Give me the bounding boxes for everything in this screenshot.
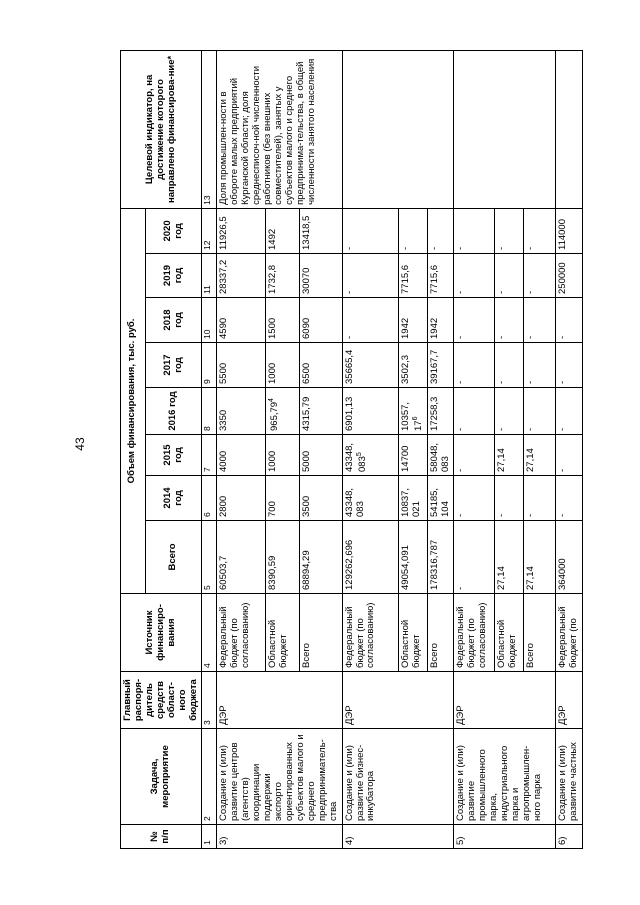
cell-year: 1732,8 (265, 254, 299, 298)
header-source: Источник финансиро-вания (121, 594, 202, 672)
cell-year: - (342, 254, 398, 298)
cell-year (342, 435, 398, 476)
row-task: Создание и (или) развитие центров (агентств) координации поддержки экспорто ориентированных субъектов малого и среднего предприниматель-ства (217, 729, 342, 825)
cell-source: Федеральный бюджет (по (556, 594, 583, 672)
cell-year: - (524, 298, 556, 343)
row-indicator (556, 50, 583, 208)
cell-year: - (454, 343, 495, 388)
cell-year: - (495, 298, 524, 343)
cell-year: - (495, 208, 524, 253)
cell-total: 129262,696 (342, 521, 398, 594)
cell-year: 7715,6 (427, 254, 454, 298)
cell-year (398, 435, 427, 476)
cell-source: Всего (300, 594, 342, 672)
header-total: Всего (145, 521, 202, 594)
cell-total: 8390,59 (265, 521, 299, 594)
page-number: 43 (73, 437, 87, 451)
rotated-table-frame (120, 51, 580, 849)
cell-value: 965,79 (269, 401, 281, 431)
cell-year: 3500 (300, 476, 342, 521)
cell-year: 43348, 083 (342, 476, 398, 521)
header-year: 2018 год (145, 298, 202, 343)
cell-year: - (454, 388, 495, 435)
row-indicator: Доля промышлен-ности в обороте малых предприятий Курганской области; доля среднесписоч-ной численности работников (без внешних совместителей), занятых у субъектов малого и среднего предпринима-тельства, в общей численности занятого населения (217, 50, 342, 208)
cell-value: 43348, 083 (343, 442, 368, 472)
cell-year: - (524, 254, 556, 298)
cell-year (427, 435, 454, 476)
cell-value: 4315,79 (301, 396, 313, 431)
cell-year: - (454, 435, 495, 476)
row-manager: ДЭР (342, 672, 454, 729)
cell-value: 17258,3 (428, 396, 440, 431)
cell-value: 14700 (399, 445, 411, 472)
cell-year (427, 388, 454, 435)
table-row (556, 50, 583, 848)
cell-year: - (556, 476, 583, 521)
cell-year: 114000 (556, 208, 583, 253)
cell-total: 178316,787 (427, 521, 454, 594)
cell-year: - (524, 388, 556, 435)
header-year: 2017 год (145, 343, 202, 388)
cell-year: 1942 (427, 298, 454, 343)
cell-year: 6500 (300, 343, 342, 388)
cell-source: Федеральный бюджет (по согласованию) (217, 594, 265, 672)
cell-year: 6090 (300, 298, 342, 343)
column-number: 5 (202, 521, 217, 594)
column-number: 13 (202, 50, 217, 208)
financing-table (120, 50, 583, 849)
cell-year: - (556, 435, 583, 476)
cell-year: 1000 (265, 343, 299, 388)
column-number: 3 (202, 672, 217, 729)
cell-source: Областной бюджет (495, 594, 524, 672)
cell-year: - (495, 343, 524, 388)
cell-year: 5000 (300, 435, 342, 476)
cell-year (217, 388, 265, 435)
cell-value: 6901,13 (343, 396, 355, 431)
header-manager: Главный распоря-дитель средств област-ного бюджета (121, 672, 202, 729)
cell-total: 27,14 (524, 521, 556, 594)
header-year: 2020 год (145, 208, 202, 253)
cell-total: 60503,7 (217, 521, 265, 594)
cell-year: 10837, 021 (398, 476, 427, 521)
cell-source: Всего (427, 594, 454, 672)
cell-year: 28337,2 (217, 254, 265, 298)
cell-year: - (495, 388, 524, 435)
cell-year: 1000 (265, 435, 299, 476)
cell-year: - (454, 208, 495, 253)
cell-total: 68894,29 (300, 521, 342, 594)
cell-year: 1942 (398, 298, 427, 343)
cell-total: - (454, 521, 495, 594)
header-task: Задача, мероприятие (121, 729, 202, 825)
column-number: 8 (202, 388, 217, 435)
cell-year: 11926,5 (217, 208, 265, 253)
row-num: 3) (217, 825, 342, 849)
cell-total: 27,14 (495, 521, 524, 594)
column-number: 10 (202, 298, 217, 343)
header-num: № п/п (121, 825, 202, 849)
cell-year: 27,14 (524, 435, 556, 476)
footnote-mark: 6 (411, 416, 419, 421)
column-number: 12 (202, 208, 217, 253)
cell-year: - (427, 208, 454, 253)
table-row (454, 50, 495, 848)
cell-year: - (342, 208, 398, 253)
column-number: 2 (202, 729, 217, 825)
row-task: Создание и (или) развитие частных (556, 729, 583, 825)
cell-year (342, 388, 398, 435)
cell-year: - (398, 208, 427, 253)
cell-year: 39167,7 (427, 343, 454, 388)
column-number: 6 (202, 476, 217, 521)
cell-year: 4000 (217, 435, 265, 476)
column-number: 4 (202, 594, 217, 672)
cell-total: 364000 (556, 521, 583, 594)
table-row (217, 50, 265, 848)
cell-source: Федеральный бюджет (по согласованию) (342, 594, 398, 672)
row-manager: ДЭР (556, 672, 583, 729)
header-year: 2019 год (145, 254, 202, 298)
cell-year: - (524, 343, 556, 388)
cell-year: - (524, 476, 556, 521)
cell-year: - (556, 298, 583, 343)
cell-value: 10357, 17 (399, 401, 424, 431)
row-indicator (454, 50, 556, 208)
column-number: 7 (202, 435, 217, 476)
footnote-mark: 5 (355, 452, 363, 457)
cell-year: 54185, 104 (427, 476, 454, 521)
row-manager: ДЭР (217, 672, 342, 729)
cell-year: - (495, 476, 524, 521)
header-year: 2014 год (145, 476, 202, 521)
cell-year: 13418,5 (300, 208, 342, 253)
cell-value: 3350 (218, 409, 230, 431)
cell-year: 4590 (217, 298, 265, 343)
cell-year: 35665,4 (342, 343, 398, 388)
cell-year: 700 (265, 476, 299, 521)
cell-year: 30070 (300, 254, 342, 298)
cell-year: - (342, 298, 398, 343)
header-year: 2016 год (145, 388, 202, 435)
row-num: 4) (342, 825, 454, 849)
cell-year: - (454, 298, 495, 343)
row-task: Создание и (или) развитие промышленного парка, индустриального парка и агропромышлен-ного парка (454, 729, 556, 825)
cell-year: 7715,6 (398, 254, 427, 298)
cell-year: 2800 (217, 476, 265, 521)
column-number: 1 (202, 825, 217, 849)
cell-year: 1500 (265, 298, 299, 343)
column-number: 11 (202, 254, 217, 298)
cell-year: 27,14 (495, 435, 524, 476)
row-indicator (342, 50, 454, 208)
cell-year (265, 388, 299, 435)
cell-year: 250000 (556, 254, 583, 298)
cell-source: Всего (524, 594, 556, 672)
cell-year: 1492 (265, 208, 299, 253)
cell-total: 49054,091 (398, 521, 427, 594)
table-row (342, 50, 398, 848)
cell-year: - (556, 388, 583, 435)
row-num: 6) (556, 825, 583, 849)
header-year: 2015 год (145, 435, 202, 476)
cell-year (398, 388, 427, 435)
row-task: Создание и (или) развитие бизнес-инкубатора (342, 729, 454, 825)
header-volume: Объем финансирования, тыс. руб. (121, 208, 146, 593)
header-indicator: Целевой индикатор, на достижение которого направлено финансирова-ние* (121, 50, 202, 208)
cell-year: 3502,3 (398, 343, 427, 388)
cell-year: - (556, 343, 583, 388)
cell-year: - (524, 208, 556, 253)
column-number-row (202, 50, 217, 848)
cell-year: - (454, 476, 495, 521)
cell-year (300, 388, 342, 435)
cell-year: 5500 (217, 343, 265, 388)
footnote-mark: 4 (267, 398, 275, 402)
cell-source: Федеральный бюджет (по согласованию) (454, 594, 495, 672)
cell-year: - (454, 254, 495, 298)
row-manager: ДЭР (454, 672, 556, 729)
column-number: 9 (202, 343, 217, 388)
cell-source: Областной бюджет (265, 594, 299, 672)
cell-year: - (495, 254, 524, 298)
cell-source: Областной бюджет (398, 594, 427, 672)
row-num: 5) (454, 825, 556, 849)
cell-value: 58048, 083 (428, 442, 451, 472)
